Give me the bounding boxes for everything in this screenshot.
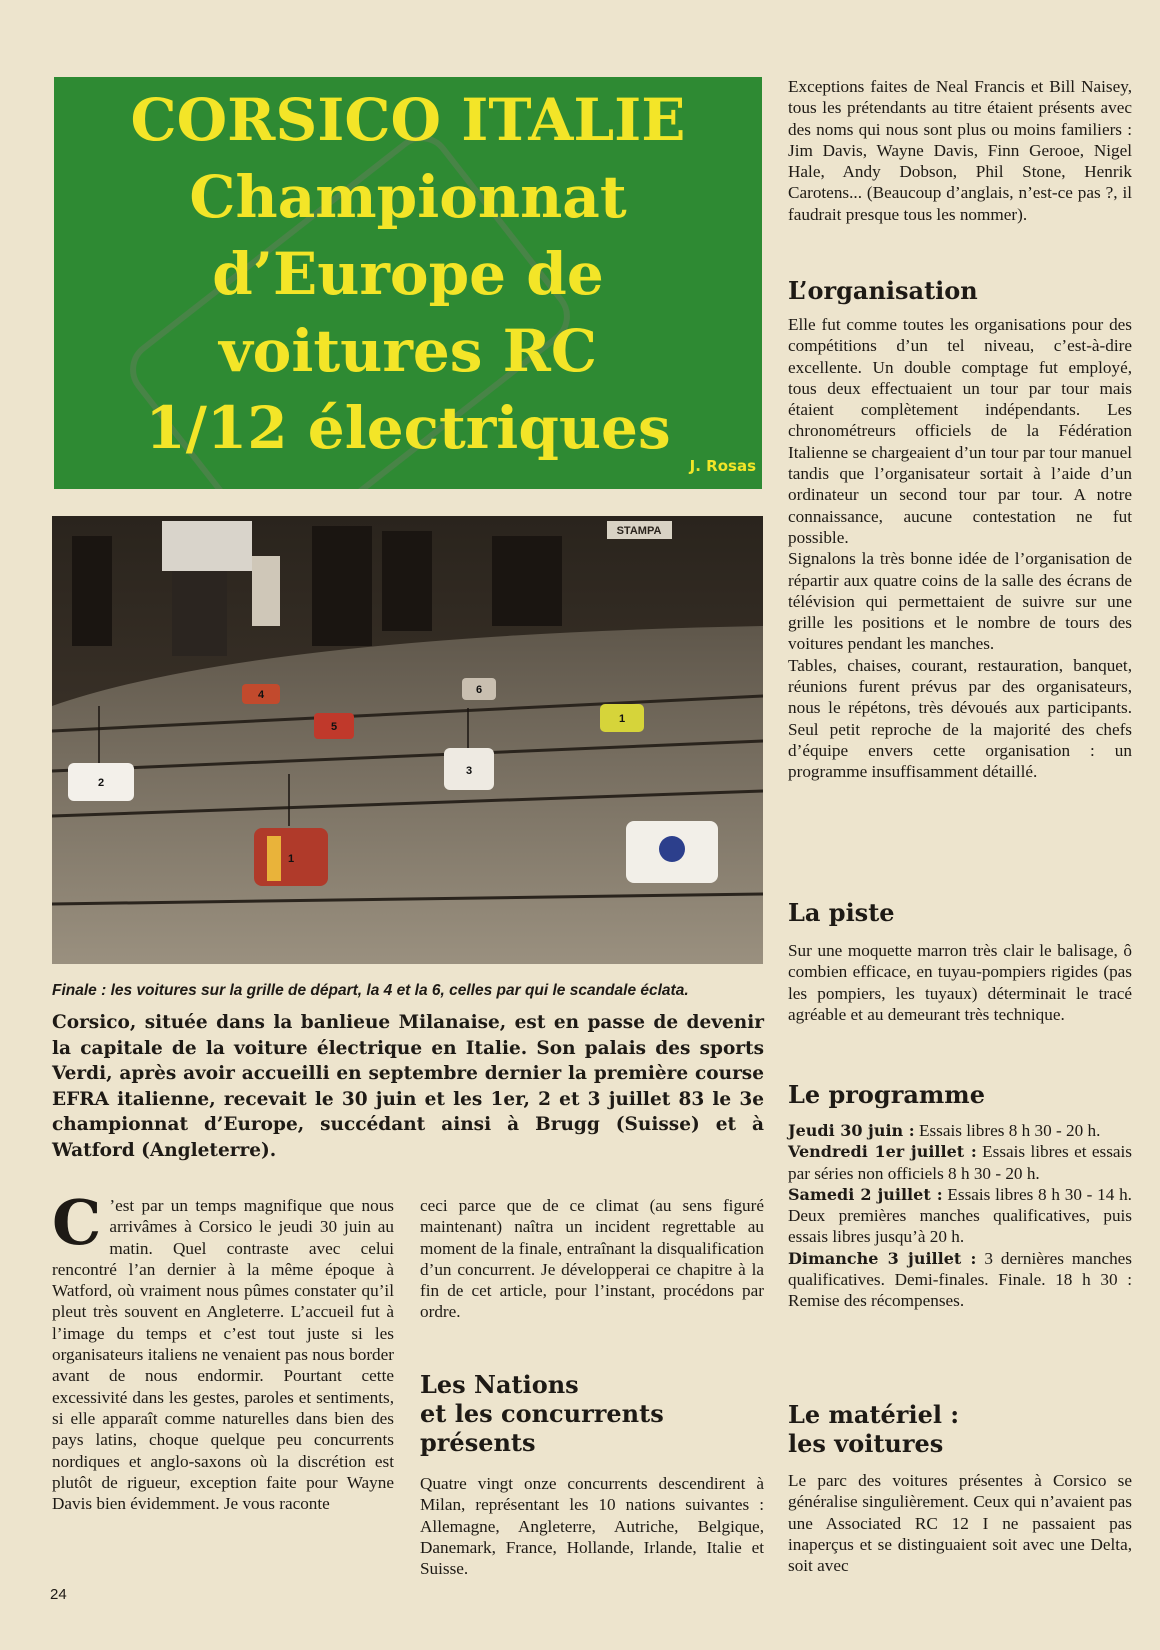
- programme-item: [788, 1248, 1132, 1312]
- heading-organisation: L’organisation: [788, 276, 978, 305]
- programme-item: [788, 1184, 1132, 1248]
- photo-caption: Finale : les voitures sur la grille de départ, la 4 et la 6, celles par qui le scandale éclata.: [52, 982, 689, 999]
- programme-item: [788, 1141, 1132, 1184]
- programme-detail: 3 dernières manches qualificatives. Demi-finales. Finale. 18 h 30 : Remise des récompenses.: [788, 1248, 1132, 1311]
- column-2-top: ceci parce que de ce climat (au sens figuré maintenant) naîtra un incident regrettable au moment de la finale, entraînant la disqualification d’un concurrent. Je développerai ce chapitre à la fin de cet article, pour l’instant, procédons par ordre.: [420, 1196, 764, 1322]
- piste-text: Sur une moquette marron très clair le balisage, ô combien efficace, en tuyau-pompiers rigides (pas les pompiers, les tuyaux) déterminait le tracé agréable et au demeurant très technique.: [788, 941, 1132, 1024]
- organisation-paragraph-3: Tables, chaises, courant, restauration, banquet, réunions furent prévus par des organisateurs, nous le répétons, très dévoués aux participants. Seul petit reproche de la majorité des chefs d’équipe envers cette organisation : un programme insuffisamment détaillé.: [788, 655, 1132, 782]
- programme-detail: Essais libres et essais par séries non officiels 8 h 30 - 20 h.: [788, 1142, 1132, 1183]
- programme-day: Dimanche 3 juillet :: [788, 1248, 977, 1268]
- title-line-4: voitures RC: [218, 317, 598, 385]
- heading-nations-line-3: présents: [420, 1428, 536, 1457]
- heading-nations-line-1: Les Nations: [420, 1370, 579, 1399]
- drop-cap: C: [52, 1186, 102, 1259]
- organisation-text: [788, 314, 1132, 783]
- race-photo-image: [52, 516, 763, 964]
- car-number: 1: [287, 853, 295, 865]
- title-line-2: Championnat: [189, 163, 627, 231]
- title-line-3: d’Europe de: [212, 240, 604, 308]
- column-1-text: ’est par un temps magnifique que nous arrivâmes à Corsico le jeudi 30 juin au matin. Quel contraste avec celui rencontré l’an dernier à la même époque à Watford, où vraiment nous pûmes constater qu’il pleut très souvent en Angleterre. L’accueil fut à l’image du temps et c’est tout juste si les organisateurs italiens ne venaient pas nous border avant de nous endormir. Pourtant cette excessivité dans les gestes, paroles et sentiments, si elle apparaît comme naturelles dans bien des pays latins, choque quelque peu concurrents nordiques et anglo-saxons où la discrétion est plutôt de rigueur, exception faite pour Wayne Davis bien évidemment. Je vous raconte: [52, 1196, 394, 1514]
- heading-nations-line-2: et les concurrents: [420, 1399, 664, 1428]
- title-line-5: 1/12 électriques: [145, 394, 671, 462]
- car-number: 2: [97, 777, 105, 789]
- heading-materiel-line-2: les voitures: [788, 1429, 944, 1458]
- programme-item: [788, 1120, 1132, 1141]
- materiel-text: Le parc des voitures présentes à Corsico se généralise singulièrement. Ceux qui n’avaient pas une Associated RC 12 I ne passaient pas inaperçus et se distinguaient soit avec une Delta, soit avec: [788, 1471, 1132, 1576]
- heading-nations: [420, 1370, 764, 1457]
- intro-paragraph: Corsico, située dans la banlieue Milanaise, est en passe de devenir la capitale de la voiture électrique en Italie. Son palais des sports Verdi, après avoir accueilli en septembre dernier la première course EFRA italienne, recevait le 30 juin et les 1er, 2 et 3 juillet 83 le 3e championnat d’Europe, succédant ainsi à Brugg (Suisse) et à Watford (Angleterre).: [52, 1012, 764, 1161]
- organisation-paragraph-2: Signalons la très bonne idée de l’organisation de répartir aux quatre coins de la salle des écrans de télévision qui permettaient de suivre sur une grille les positions et le nombre de tours des voitures pendant les manches.: [788, 549, 1132, 654]
- programme-detail: Essais libres 8 h 30 - 14 h. Deux premières manches qualificatives, puis essais libres jusqu’à 20 h.: [788, 1184, 1132, 1247]
- heading-piste: La piste: [788, 898, 895, 927]
- car-number: 6: [475, 684, 483, 696]
- programme-day: Vendredi 1er juillet :: [788, 1142, 977, 1162]
- programme-day: Jeudi 30 juin :: [788, 1121, 915, 1140]
- programme-day: Samedi 2 juillet :: [788, 1184, 943, 1204]
- car-number: 5: [330, 721, 338, 733]
- programme-list: [788, 1120, 1132, 1312]
- title-block: [54, 77, 762, 489]
- column-1: [52, 1186, 394, 1514]
- stampa-banner-text: STAMPA: [616, 525, 662, 537]
- car-number: 1: [618, 713, 626, 725]
- programme-detail: Essais libres 8 h 30 - 20 h.: [914, 1121, 1101, 1140]
- organisation-paragraph-1: Elle fut comme toutes les organisations pour des compétitions d’un tel niveau, c’est-à-dire excellente. Un double comptage fut employé, tous deux effectuaient un tour par tour mais étaient complètement indépendants. Les chronométreurs officiels de la Fédération Italienne se chargeaient d’un tour par tour manuel tandis que l’organisateur sortait à l’aide d’un ordinateur un second tour par tour. A notre connaissance, aucune contestation ne fut possible.: [788, 315, 1132, 547]
- column-2-bottom: Quatre vingt onze concurrents descendirent à Milan, représentant les 10 nations suivantes : Allemagne, Angleterre, Autriche, Belgique, Danemark, France, Hollande, Irlande, Italie et Suisse.: [420, 1474, 764, 1579]
- heading-materiel: [788, 1400, 1132, 1458]
- car-number: 4: [257, 689, 265, 701]
- title-line-1: CORSICO ITALIE: [130, 86, 686, 154]
- heading-materiel-line-1: Le matériel :: [788, 1400, 960, 1429]
- byline: J. Rosas: [689, 457, 756, 475]
- race-photo: [52, 516, 763, 964]
- heading-programme: Le programme: [788, 1080, 985, 1109]
- column-3-exceptions: Exceptions faites de Neal Francis et Bill Naisey, tous les prétendants au titre étaient présents avec des noms qui nous sont plus ou moins familiers : Jim Davis, Wayne Davis, Finn Gerooe, Nigel Hale, Andy Dobson, Phil Stone, Henrik Carotens... (Beaucoup d’anglais, n’est-ce pas ?, il faudrait presque tous les nommer).: [788, 77, 1132, 224]
- page-number: 24: [50, 1586, 67, 1603]
- car-number: 3: [465, 765, 473, 777]
